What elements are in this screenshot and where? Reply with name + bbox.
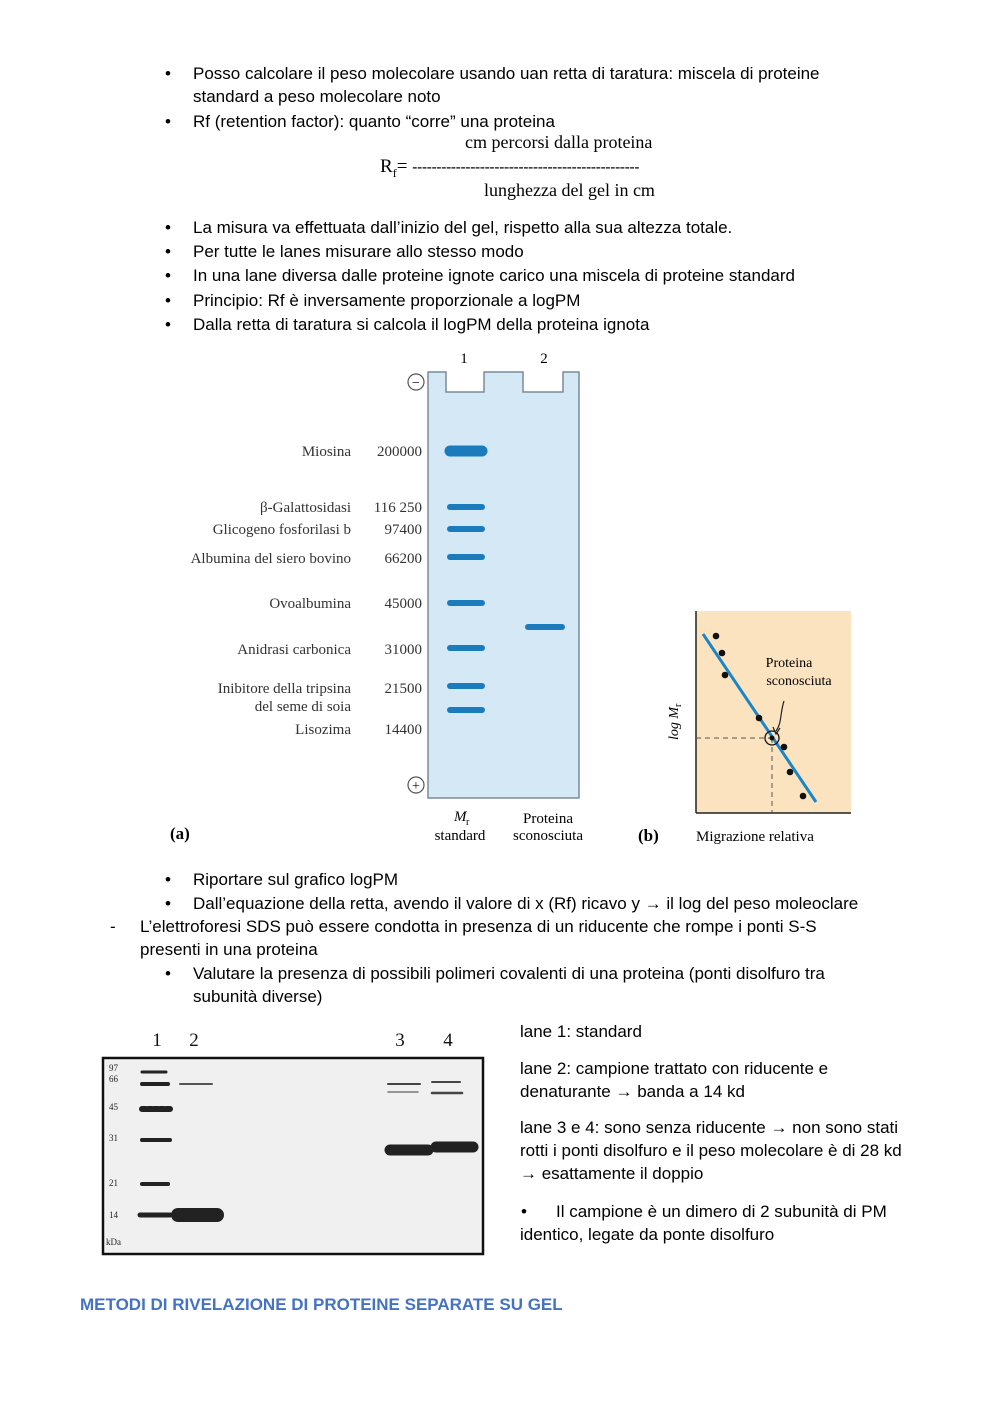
protein-mw: 66200 [384,551,422,567]
lane-number: 4 [443,1030,453,1051]
svg-text:sconosciuta: sconosciuta [766,674,832,689]
side-text: lane 2: campione trattato con riducente e [520,1059,829,1078]
panel-label: (a) [170,824,190,843]
marker-label: 31 [109,1133,118,1143]
gel-body [428,372,579,798]
bullet-text: Valutare la presenza di possibili polimeri covalenti di una proteina (ponti disolfuro tra [193,964,825,983]
lane-number: 2 [189,1030,199,1051]
protein-name: Anidrasi carbonica [237,642,351,658]
side-text: → esattamente il doppio [520,1164,704,1183]
lane-number: 2 [540,351,548,367]
bullet-text: Rf (retention factor): quanto “corre” una proteina [193,112,555,131]
unit-label: kDa [106,1237,121,1247]
marker-label: 45 [109,1102,118,1112]
bullet-text: Dall’equazione della retta, avendo il valore di x (Rf) ricavo y → il log del peso moleoclare [193,894,859,913]
svg-text:sconosciuta: sconosciuta [513,828,583,844]
protein-mw: 21500 [384,681,422,697]
plot-ylabel: $\log M_r$ [667,703,684,740]
formula-numerator: cm percorsi dalla proteina [465,132,653,152]
bullet-text: La misura va effettuata dall’inizio del gel, rispetto alla sua altezza totale. [193,218,733,237]
protein-name: β-Galattosidasi [260,500,351,516]
plot-background [696,611,851,813]
svg-text:+: + [412,779,420,794]
lane2-caption: Proteina [523,811,573,827]
protein-mw: 14400 [384,722,422,738]
side-text: identico, legate da ponte disolfuro [520,1225,775,1244]
lane-number: 1 [152,1030,162,1051]
bullet-text: Principio: Rf è inversamente proporzionale a logPM [193,291,581,310]
dash-text: L’elettroforesi SDS può essere condotta in presenza di un riducente che rompe i ponti S-S [140,917,817,936]
formula-lhs: $R_f=$ ----------------------------------------------- [380,156,640,180]
sds-page-figure [158,345,858,850]
dash-text: presenti in una proteina [140,940,318,959]
side-text: Il campione è un dimero di 2 subunità di PM [556,1202,887,1221]
bullet-dot: • [165,112,171,131]
protein-name: Glicogeno fosforilasi b [212,522,351,538]
bullet-text: Dalla retta di taratura si calcola il logPM della proteina ignota [193,315,650,334]
bullet-text: In una lane diversa dalle proteine ignote carico una miscela di proteine standard [193,266,795,285]
section-heading: METODI DI RIVELAZIONE DI PROTEINE SEPARATE SU GEL [80,1295,563,1314]
bullet-dot: • [165,64,171,83]
marker-label: 97 [109,1063,118,1073]
side-text: lane 3 e 4: sono senza riducente → non sono stati [520,1118,899,1137]
svg-text:−: − [412,376,420,391]
gel-photo [100,1022,488,1258]
side-text: lane 1: standard [520,1022,642,1041]
protein-name: Inibitore della tripsina [217,681,351,697]
marker-label: 21 [109,1178,118,1188]
protein-mw: 45000 [384,596,422,612]
bullet-text: subunità diverse) [193,987,323,1006]
protein-name: del seme di soia [254,699,351,715]
plot-xlabel: Migrazione relativa [696,829,814,845]
side-text: denaturante → banda a 14 kd [520,1082,745,1101]
protein-name: Lisozima [295,722,351,738]
panel-label: (b) [638,826,659,845]
lane1-caption: M [454,809,467,825]
annotation: Proteina [765,656,813,671]
lane-number: 1 [460,351,468,367]
bullet-text: Posso calcolare il peso molecolare usando uan retta di taratura: miscela di proteine [193,64,820,83]
lane-number: 3 [395,1030,405,1051]
protein-mw: 200000 [377,444,422,460]
protein-mw: 97400 [384,522,422,538]
protein-mw: 31000 [384,642,422,658]
svg-text:standard: standard [434,828,486,844]
bullet-text: standard a peso molecolare noto [193,87,441,106]
svg-text:r: r [466,817,470,828]
side-text: rotti i ponti disolfuro e il peso molecolare è di 28 kd [520,1141,902,1160]
protein-mw: 116 250 [373,500,422,516]
marker-label: 66 [109,1074,118,1084]
protein-name: Miosina [301,444,351,460]
protein-name: Ovoalbumina [269,596,351,612]
marker-label: 14 [109,1210,118,1220]
protein-name: Albumina del siero bovino [190,551,351,567]
bullet-dot: • [521,1202,527,1221]
formula-denominator: lunghezza del gel in cm [484,180,655,200]
bullet-text: Riportare sul grafico logPM [193,870,399,889]
bullet-text: Per tutte le lanes misurare allo stesso modo [193,242,524,261]
